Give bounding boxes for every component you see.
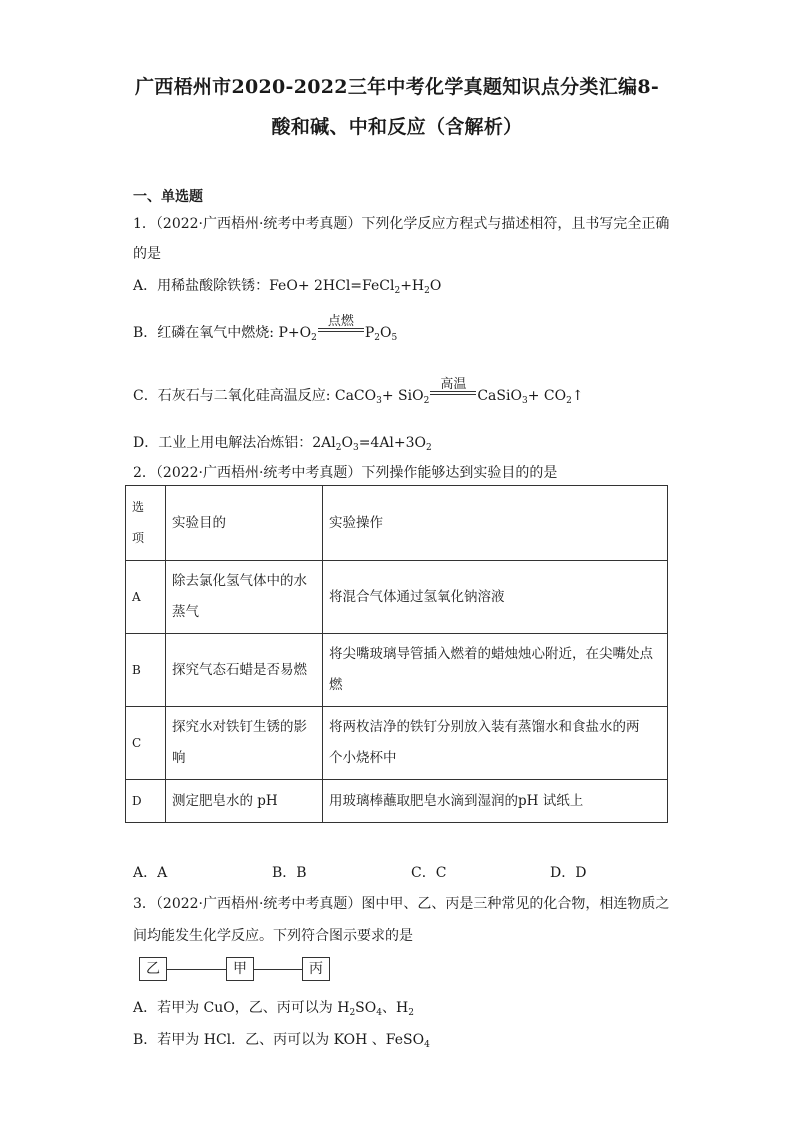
equation-condition-mark: 点燃 <box>318 327 364 337</box>
table-row <box>126 707 668 780</box>
q1-stem-line1: 1．（2022·广西梧州·统考中考真题）下列化学反应方程式与描述相符，且书写完全正确 <box>133 216 670 232</box>
q1-stem-line2: 的是 <box>133 246 161 262</box>
row-goal: 探究气态石蜡是否易燃 <box>166 634 323 707</box>
diagram-connector <box>167 969 226 970</box>
row-option: A <box>126 561 166 634</box>
row-goal: 除去氯化氢气体中的水 蒸气 <box>166 561 323 634</box>
q1-option-a: A．用稀盐酸除铁锈：$FeO+ 2HCl=FeCl_2+H_2O$ <box>133 278 442 296</box>
q3-stem-line2: 间均能发生化学反应。下列符合图示要求的是 <box>133 928 413 944</box>
q2-stem: 2．（2022·广西梧州·统考中考真题）下列操作能够达到实验目的的是 <box>133 465 558 481</box>
table-header-row <box>126 486 668 561</box>
diagram-connector <box>254 969 302 970</box>
row-goal: 测定肥皂水的 pH <box>166 780 323 823</box>
row-option: D <box>126 780 166 823</box>
experiment-table <box>125 485 668 823</box>
document-title-line1: 广西梧州市2020-2022三年中考化学真题知识点分类汇编8- <box>134 76 660 98</box>
row-goal: 探究水对铁钉生锈的影 响 <box>166 707 323 780</box>
q2-option-b: B．B <box>272 865 307 881</box>
diagram-node-right: 丙 <box>302 957 330 981</box>
header-operation: 实验操作 <box>323 486 668 561</box>
row-operation: 将混合气体通过氢氧化钠溶液 <box>323 561 668 634</box>
header-goal: 实验目的 <box>166 486 323 561</box>
table-row <box>126 780 668 823</box>
q2-option-c: C．C <box>411 865 447 881</box>
table-row <box>126 561 668 634</box>
reaction-diagram <box>139 957 339 983</box>
q1-option-b: B．红磷在氧气中燃烧: $P+O_2$ 点燃 $P_2O_5$ <box>133 314 398 343</box>
q3-stem-line1: 3．（2022·广西梧州·统考中考真题）图中甲、乙、丙是三种常见的化合物，相连物质之 <box>133 896 670 912</box>
q2-option-d: D．D <box>550 865 587 881</box>
row-option: C <box>126 707 166 780</box>
q2-option-a: A．A <box>133 865 168 881</box>
q3-option-a: A．若甲为 CuO，乙、丙可以为 $H_2SO_4$、$H_2$ <box>133 1000 414 1018</box>
equation-condition-mark: 高温 <box>430 390 476 400</box>
diagram-node-center: 甲 <box>226 957 254 981</box>
document-title-line2: 酸和碱、中和反应（含解析） <box>271 116 523 138</box>
q1-option-d: D．工业上用电解法冶炼铝：$2Al_2O_3=4Al+3O_2$ <box>133 435 432 453</box>
row-operation: 将两枚洁净的铁钉分别放入装有蒸馏水和食盐水的两 个小烧杯中 <box>323 707 668 780</box>
q1-option-c: C．石灰石与二氧化硅高温反应: CaCO$_3$+ SiO$_2$ 高温 CaSiO$_3$+ $CO_2↑$ <box>133 377 584 406</box>
row-operation: 将尖嘴玻璃导管插入燃着的蜡烛烛心附近，在尖嘴处点 燃 <box>323 634 668 707</box>
header-option: 选 项 <box>126 486 166 561</box>
q3-option-b: B．若甲为 HCl．乙、丙可以为 KOH 、FeSO$_4$ <box>133 1032 430 1050</box>
row-option: B <box>126 634 166 707</box>
section-heading: 一、单选题 <box>133 189 203 205</box>
diagram-node-left: 乙 <box>139 957 167 981</box>
table-row <box>126 634 668 707</box>
row-operation: 用玻璃棒蘸取肥皂水滴到湿润的pH 试纸上 <box>323 780 668 823</box>
q2-options <box>133 862 689 882</box>
